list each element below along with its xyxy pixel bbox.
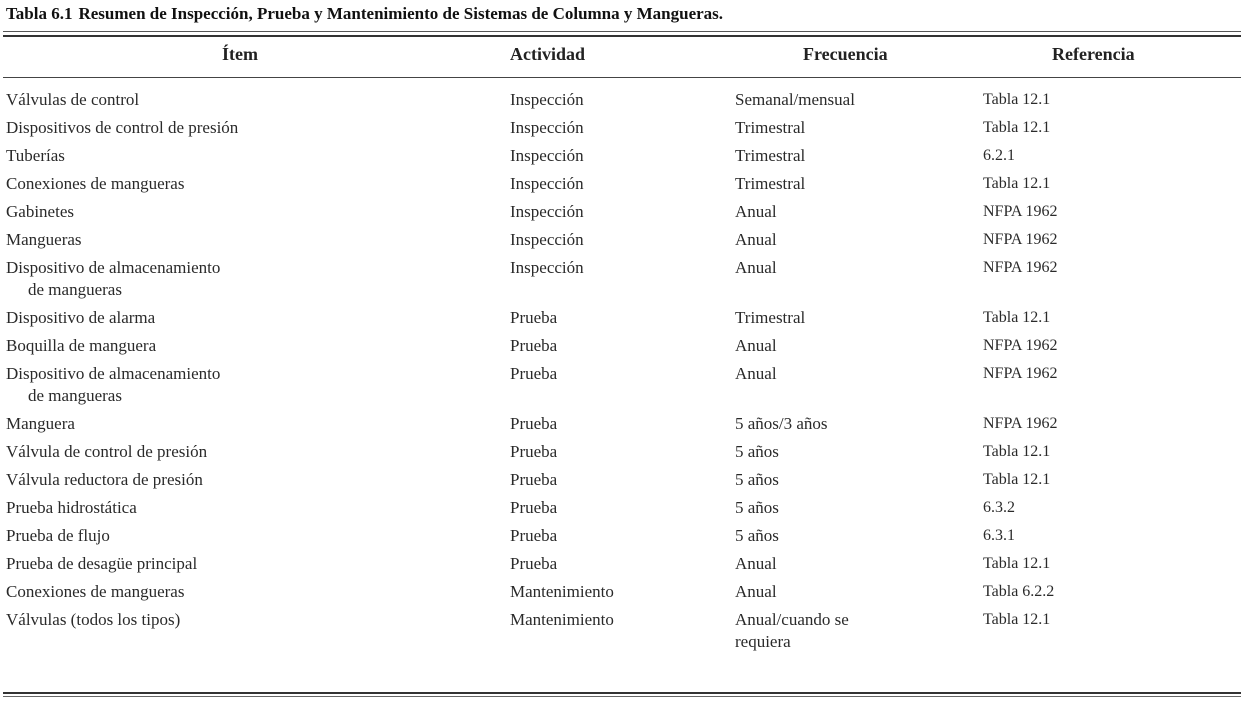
cell-reference: NFPA 1962: [983, 231, 1058, 248]
cell-activity: Prueba: [510, 364, 558, 383]
cell-frequency: [735, 363, 777, 385]
cell-activity: Inspección: [510, 258, 584, 277]
cell-item-line1: Conexiones de mangueras: [6, 582, 185, 601]
cell-item: [6, 363, 466, 407]
cell-frequency-line1: Anual: [735, 202, 777, 221]
cell-activity: Inspección: [510, 118, 584, 137]
cell-item: [6, 553, 466, 575]
bottom-rule-thin: [3, 696, 1241, 697]
cell-reference: Tabla 12.1: [983, 611, 1051, 628]
cell-frequency: [735, 469, 779, 491]
cell-item-line1: Válvulas (todos los tipos): [6, 610, 181, 629]
cell-frequency: [735, 609, 849, 653]
table-row: [0, 257, 1244, 307]
table-body: [0, 89, 1244, 659]
column-header-activity: Actividad: [510, 44, 586, 64]
cell-item-line2: de mangueras: [28, 386, 122, 405]
table-row: [0, 307, 1244, 335]
cell-item-line1: Dispositivo de alarma: [6, 308, 156, 327]
cell-item-line1: Tuberías: [6, 146, 65, 165]
cell-item: [6, 469, 466, 491]
cell-activity: Inspección: [510, 202, 584, 221]
cell-item-line2: de mangueras: [28, 280, 122, 299]
table-row: [0, 413, 1244, 441]
bottom-rule-thick: [3, 692, 1241, 694]
cell-reference: NFPA 1962: [983, 337, 1058, 354]
cell-frequency-line1: Anual: [735, 230, 777, 249]
cell-frequency-line1: Trimestral: [735, 308, 806, 327]
cell-reference: NFPA 1962: [983, 365, 1058, 382]
cell-frequency-line1: Anual: [735, 336, 777, 355]
cell-item: [6, 609, 466, 631]
cell-activity: Prueba: [510, 442, 558, 461]
column-header-frequency: Frecuencia: [803, 44, 888, 64]
cell-reference: Tabla 12.1: [983, 309, 1051, 326]
cell-frequency: [735, 581, 777, 603]
cell-frequency: [735, 497, 779, 519]
cell-frequency: [735, 307, 805, 329]
cell-reference: Tabla 12.1: [983, 443, 1051, 460]
cell-frequency: [735, 117, 805, 139]
cell-item: [6, 525, 466, 547]
cell-item: [6, 89, 466, 111]
cell-item: [6, 413, 466, 435]
cell-item-line1: Válvula reductora de presión: [6, 470, 203, 489]
cell-reference: Tabla 6.2.2: [983, 583, 1055, 600]
cell-item: [6, 257, 466, 301]
cell-frequency: [735, 145, 805, 167]
cell-frequency: [735, 173, 805, 195]
cell-reference: Tabla 12.1: [983, 555, 1051, 572]
table-row: [0, 497, 1244, 525]
cell-reference: Tabla 12.1: [983, 91, 1051, 108]
cell-item-line1: Mangueras: [6, 230, 82, 249]
cell-frequency-line1: Trimestral: [735, 174, 806, 193]
cell-item-line1: Gabinetes: [6, 202, 74, 221]
cell-reference: NFPA 1962: [983, 259, 1058, 276]
cell-item: [6, 497, 466, 519]
cell-item-line1: Prueba de flujo: [6, 526, 110, 545]
cell-activity: Inspección: [510, 90, 584, 109]
cell-activity: Prueba: [510, 526, 558, 545]
cell-item: [6, 441, 466, 463]
cell-frequency-line1: Trimestral: [735, 118, 806, 137]
cell-frequency-line1: Anual: [735, 258, 777, 277]
cell-activity: Prueba: [510, 470, 558, 489]
table-number: Tabla 6.1: [6, 4, 73, 23]
table-row: [0, 117, 1244, 145]
cell-reference: Tabla 12.1: [983, 471, 1051, 488]
cell-frequency-line1: Semanal/mensual: [735, 90, 855, 109]
table-row: [0, 581, 1244, 609]
cell-reference: NFPA 1962: [983, 203, 1058, 220]
cell-item: [6, 145, 466, 167]
table-row: [0, 335, 1244, 363]
column-header-reference: Referencia: [1052, 44, 1135, 64]
table-caption: [6, 4, 723, 24]
cell-activity: Inspección: [510, 174, 584, 193]
cell-reference: Tabla 12.1: [983, 175, 1051, 192]
cell-activity: Mantenimiento: [510, 610, 614, 629]
cell-reference: 6.3.1: [983, 527, 1015, 544]
cell-item-line1: Dispositivo de almacenamiento: [6, 258, 221, 277]
cell-activity: Prueba: [510, 414, 558, 433]
cell-item: [6, 307, 466, 329]
cell-item-line1: Dispositivo de almacenamiento: [6, 364, 221, 383]
cell-frequency: [735, 525, 779, 547]
cell-activity: Prueba: [510, 554, 558, 573]
header-rule: [3, 77, 1241, 78]
table-row: [0, 145, 1244, 173]
table-title: Resumen de Inspección, Prueba y Mantenimiento de Sistemas de Columna y Mangueras.: [78, 4, 724, 23]
cell-item: [6, 117, 466, 139]
cell-item-line1: Prueba hidrostática: [6, 498, 137, 517]
cell-activity: Prueba: [510, 336, 558, 355]
table-row: [0, 553, 1244, 581]
cell-frequency-line1: 5 años/3 años: [735, 414, 828, 433]
cell-activity: Inspección: [510, 146, 584, 165]
cell-frequency-line1: 5 años: [735, 498, 779, 517]
cell-item: [6, 335, 466, 357]
cell-frequency: [735, 201, 777, 223]
cell-item-line1: Boquilla de manguera: [6, 336, 157, 355]
table-row: [0, 469, 1244, 497]
table-row: [0, 525, 1244, 553]
cell-item: [6, 173, 466, 195]
cell-activity: Inspección: [510, 230, 584, 249]
cell-frequency: [735, 257, 777, 279]
cell-activity: Prueba: [510, 308, 558, 327]
cell-frequency-line1: Anual: [735, 582, 777, 601]
cell-frequency-line1: Trimestral: [735, 146, 806, 165]
cell-frequency-line1: Anual: [735, 364, 777, 383]
table-row: [0, 363, 1244, 413]
cell-item: [6, 581, 466, 603]
cell-frequency-line1: 5 años: [735, 526, 779, 545]
table-row: [0, 441, 1244, 469]
cell-item-line1: Manguera: [6, 414, 75, 433]
cell-item-line1: Conexiones de mangueras: [6, 174, 185, 193]
cell-frequency: [735, 229, 777, 251]
cell-activity: Mantenimiento: [510, 582, 614, 601]
cell-item-line1: Válvula de control de presión: [6, 442, 208, 461]
cell-frequency-line2: requiera: [735, 632, 791, 651]
cell-reference: NFPA 1962: [983, 415, 1058, 432]
cell-item-line1: Válvulas de control: [6, 90, 140, 109]
cell-frequency: [735, 335, 777, 357]
cell-frequency: [735, 441, 779, 463]
cell-item-line1: Prueba de desagüe principal: [6, 554, 198, 573]
table-row: [0, 173, 1244, 201]
cell-frequency-line1: Anual/cuando se: [735, 610, 849, 629]
top-rule-thin: [3, 31, 1241, 32]
cell-frequency-line1: 5 años: [735, 442, 779, 461]
table-row: [0, 201, 1244, 229]
column-header-item: Ítem: [222, 44, 258, 64]
cell-activity: Prueba: [510, 498, 558, 517]
table-row: [0, 609, 1244, 659]
table-header: [0, 44, 1244, 74]
cell-frequency: [735, 553, 777, 575]
cell-frequency: [735, 413, 828, 435]
table-row: [0, 229, 1244, 257]
top-rule-thick: [3, 35, 1241, 37]
cell-reference: Tabla 12.1: [983, 119, 1051, 136]
table-row: [0, 89, 1244, 117]
cell-item-line1: Dispositivos de control de presión: [6, 118, 239, 137]
cell-frequency-line1: 5 años: [735, 470, 779, 489]
cell-item: [6, 201, 466, 223]
cell-reference: 6.3.2: [983, 499, 1015, 516]
cell-item: [6, 229, 466, 251]
cell-frequency-line1: Anual: [735, 554, 777, 573]
cell-reference: 6.2.1: [983, 147, 1015, 164]
cell-frequency: [735, 89, 855, 111]
